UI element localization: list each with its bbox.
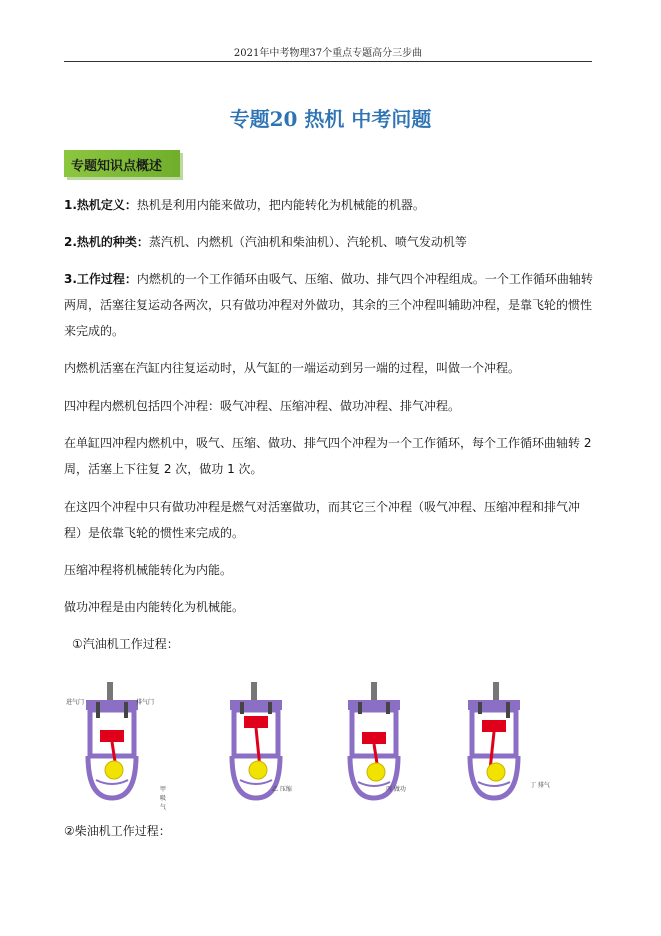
page-title: 专题20 热机 中考问题	[229, 107, 432, 131]
caption-exhaust: 丁 排气	[530, 782, 550, 789]
process-text: 内燃机的一个工作循环由吸气、压缩、做功、排气四个冲程组成。一个工作循环曲轴转两周，活塞往复运动各两次，只有做功冲程对外做功，其余的三个冲程叫辅助冲程，是靠飞轮的惯性来完成的。	[64, 272, 593, 338]
caption-compression: 乙 压缩	[272, 786, 292, 793]
paragraph-power: 做功冲程是由内能转化为机械能。	[64, 600, 245, 614]
types-text: 蒸汽机、内燃机（汽油机和柴油机）、汽轮机、喷气发动机等	[148, 235, 467, 249]
paragraph-types	[64, 229, 594, 255]
engine-compression-diagram	[208, 672, 308, 802]
definition-label: 1.热机定义：	[64, 198, 137, 212]
types-label: 2.热机的种类：	[64, 235, 149, 249]
engine-intake-svg	[60, 672, 160, 802]
section-tag	[64, 150, 186, 177]
engine-intake-diagram	[60, 672, 167, 811]
paragraph-definition	[64, 192, 594, 218]
gasoline-engine-heading: ①汽油机工作过程：	[72, 637, 179, 651]
paragraph-four-strokes: 四冲程内燃机包括四个冲程：吸气冲程、压缩冲程、做功冲程、排气冲程。	[64, 399, 461, 413]
engine-power-svg	[340, 672, 440, 802]
paragraph-stroke-definition: 内燃机活塞在汽缸内往复运动时，从气缸的一端运动到另一端的过程，叫做一个冲程。	[64, 361, 521, 375]
process-label: 3.工作过程：	[64, 272, 137, 286]
exhaust-valve-label: 排气门	[136, 699, 155, 706]
caption-intake: 甲 吸气	[160, 786, 167, 811]
paragraph-inertia: 在这四个冲程中只有做功冲程是燃气对活塞做功，而其它三个冲程（吸气冲程、压缩冲程和排气冲程）是依靠飞轮的惯性来完成的。	[64, 500, 581, 540]
intake-valve-label: 进气门	[66, 699, 85, 706]
running-header: 2021年中考物理37个重点专题高分三步曲	[233, 48, 423, 59]
engine-compression-svg	[208, 672, 308, 802]
paragraph-compression: 压缩冲程将机械能转化为内能。	[64, 563, 233, 577]
section-tag-label: 专题知识点概述	[71, 159, 163, 174]
diesel-engine-heading: ②柴油机工作过程：	[64, 824, 171, 838]
caption-power: 丙 做功	[386, 786, 406, 793]
definition-text: 热机是利用内能来做功，把内能转化为机械能的机器。	[136, 198, 425, 212]
engine-exhaust-diagram	[460, 672, 560, 802]
gasoline-engine-diagrams	[60, 672, 560, 811]
paragraph-cycle: 在单缸四冲程内燃机中，吸气、压缩、做功、排气四个冲程为一个工作循环，每个工作循环曲轴转 2 周，活塞上下往复 2 次，做功 1 次。	[64, 436, 592, 476]
paragraph-process	[64, 266, 594, 344]
header-rule	[64, 61, 592, 62]
engine-power-diagram	[340, 672, 440, 802]
